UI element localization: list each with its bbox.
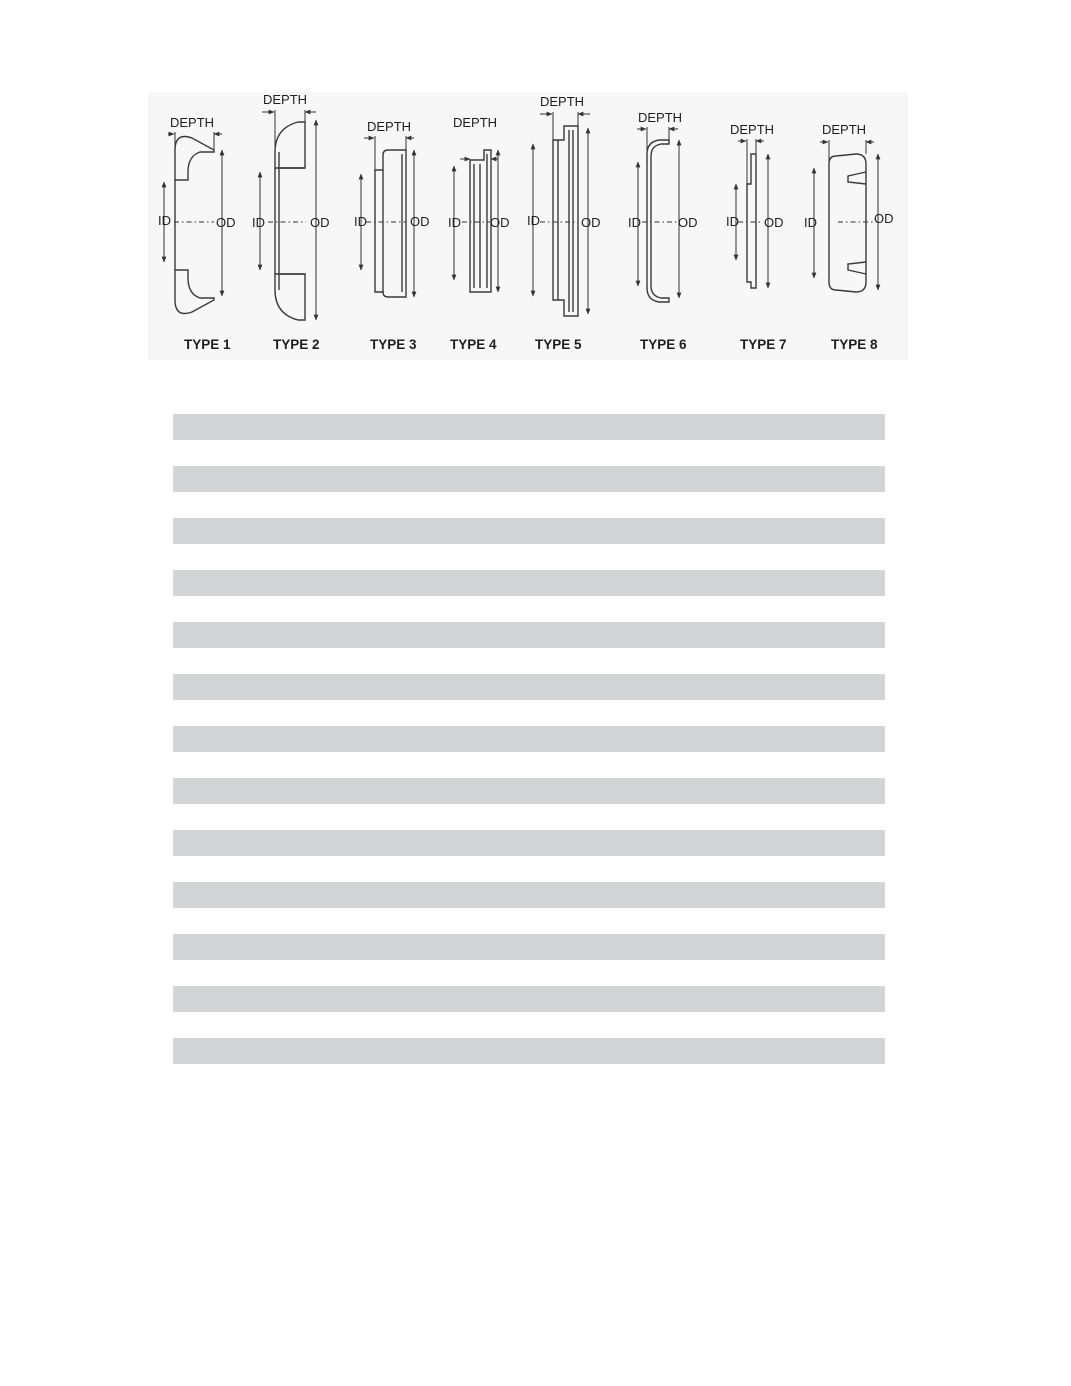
type-4-depth-label: DEPTH — [453, 115, 498, 130]
type-2-drawing — [252, 92, 330, 352]
type-2-od-label: OD — [310, 215, 330, 230]
table-row — [173, 622, 885, 648]
type-2-depth-label: DEPTH — [263, 92, 308, 107]
type-6-label: TYPE 6 — [640, 337, 687, 352]
type-8-label: TYPE 8 — [831, 337, 878, 352]
type-6-id-label: ID — [628, 215, 641, 230]
table-row — [173, 570, 885, 596]
type-3-label: TYPE 3 — [370, 337, 417, 352]
table-row — [173, 934, 885, 960]
type-8-id-label: ID — [804, 215, 817, 230]
type-8-od-label: OD — [874, 211, 894, 226]
table-row — [173, 778, 885, 804]
type-5-id-label: ID — [527, 213, 540, 228]
type-8-drawing — [804, 122, 894, 352]
type-4-drawing — [448, 115, 510, 352]
type-3-id-label: ID — [354, 214, 367, 229]
seal-types-diagram — [148, 92, 908, 360]
table-row — [173, 726, 885, 752]
type-7-id-label: ID — [726, 214, 739, 229]
type-4-label: TYPE 4 — [450, 337, 497, 352]
type-4-od-label: OD — [490, 215, 510, 230]
type-6-drawing — [628, 110, 698, 352]
table-row — [173, 466, 885, 492]
type-7-drawing — [726, 122, 787, 352]
type-8-depth-label: DEPTH — [822, 122, 867, 137]
type-1-label: TYPE 1 — [184, 337, 231, 352]
type-2-id-label: ID — [252, 215, 265, 230]
table-row — [173, 414, 885, 440]
type-2-label: TYPE 2 — [273, 337, 320, 352]
type-7-label: TYPE 7 — [740, 337, 787, 352]
type-1-id-label: ID — [158, 213, 171, 228]
type-5-depth-label: DEPTH — [540, 94, 585, 109]
table-row — [173, 1038, 885, 1064]
type-3-drawing — [354, 119, 430, 352]
type-5-od-label: OD — [581, 215, 601, 230]
table-row — [173, 986, 885, 1012]
type-1-drawing — [158, 115, 236, 352]
type-7-depth-label: DEPTH — [730, 122, 775, 137]
type-1-od-label: OD — [216, 215, 236, 230]
type-5-drawing — [527, 94, 601, 352]
type-5-label: TYPE 5 — [535, 337, 582, 352]
type-3-depth-label: DEPTH — [367, 119, 412, 134]
table-row — [173, 882, 885, 908]
type-6-od-label: OD — [678, 215, 698, 230]
type-7-od-label: OD — [764, 215, 784, 230]
type-6-depth-label: DEPTH — [638, 110, 683, 125]
table-row — [173, 830, 885, 856]
type-4-id-label: ID — [448, 215, 461, 230]
type-1-depth-label: DEPTH — [170, 115, 215, 130]
type-3-od-label: OD — [410, 214, 430, 229]
table-row — [173, 518, 885, 544]
table-row — [173, 674, 885, 700]
